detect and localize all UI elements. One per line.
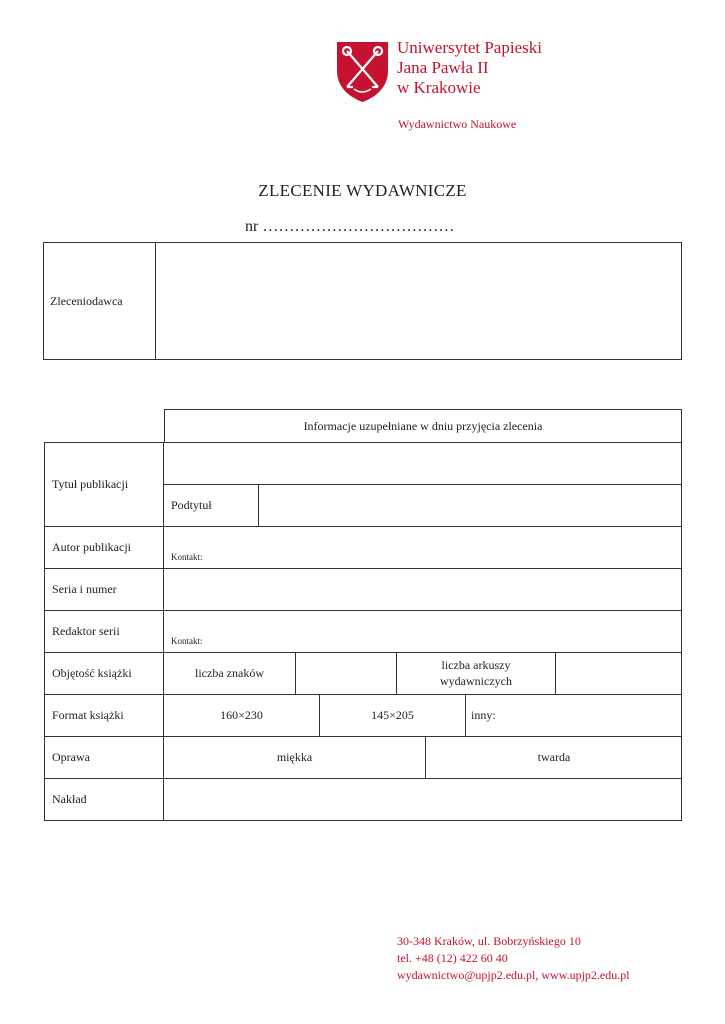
subtitle-field[interactable] [260,486,680,525]
binding-option-hard[interactable]: twarda [537,749,571,764]
sheets-field[interactable] [557,654,680,693]
chars-field[interactable] [297,654,395,693]
crossed-keys-shield-icon [336,41,389,103]
format-option-other[interactable]: inny: [471,707,496,722]
form-number[interactable]: nr ……………………………… [245,218,455,235]
format-option-145x205[interactable]: 145×205 [371,707,414,722]
series-field[interactable] [165,570,680,609]
chars-label: liczba znaków [195,665,264,680]
title-label: Tytuł publikacji [52,476,129,491]
volume-label: Objętość książki [52,665,132,680]
format-option-160x230[interactable]: 160×230 [220,707,263,722]
university-name [397,38,542,98]
title-field[interactable] [165,444,680,483]
author-label: Autor publikacji [52,539,131,554]
footer-contact [397,933,630,984]
footer-address: 30-348 Kraków, ul. Bobrzyńskiego 10 [397,934,581,948]
university-name-line1: Uniwersytet Papieski [397,38,542,57]
binding-label: Oprawa [52,749,90,764]
author-contact-label: Kontakt: [171,552,203,562]
editor-field[interactable] [165,612,680,651]
print-run-label: Nakład [52,792,87,806]
university-name-line2: Jana Pawła II [397,58,489,77]
sheets-label: liczba arkuszy wydawniczych [440,658,512,688]
subtitle-label: Podtytuł [171,497,212,512]
footer-email-web[interactable]: wydawnictwo@upjp2.edu.pl, www.upjp2.edu.pl [397,968,630,982]
series-label: Seria i numer [52,581,117,596]
print-run-field[interactable] [165,780,680,820]
university-name-line3: w Krakowie [397,78,481,97]
footer-phone: tel. +48 (12) 422 60 40 [397,951,508,965]
client-label: Zleceniodawca [50,293,123,308]
editor-label: Redaktor serii [52,623,120,638]
form-title: ZLECENIE WYDAWNICZE [258,181,467,200]
binding-option-soft[interactable]: miękka [276,749,313,764]
author-field[interactable] [165,528,680,567]
publisher-name: Wydawnictwo Naukowe [398,117,517,131]
editor-contact-label: Kontakt: [171,636,203,646]
format-label: Format książki [52,707,124,722]
client-field[interactable] [157,244,680,358]
info-table-header-text: Informacje uzupełniane w dniu przyjęcia zlecenia [303,418,543,433]
